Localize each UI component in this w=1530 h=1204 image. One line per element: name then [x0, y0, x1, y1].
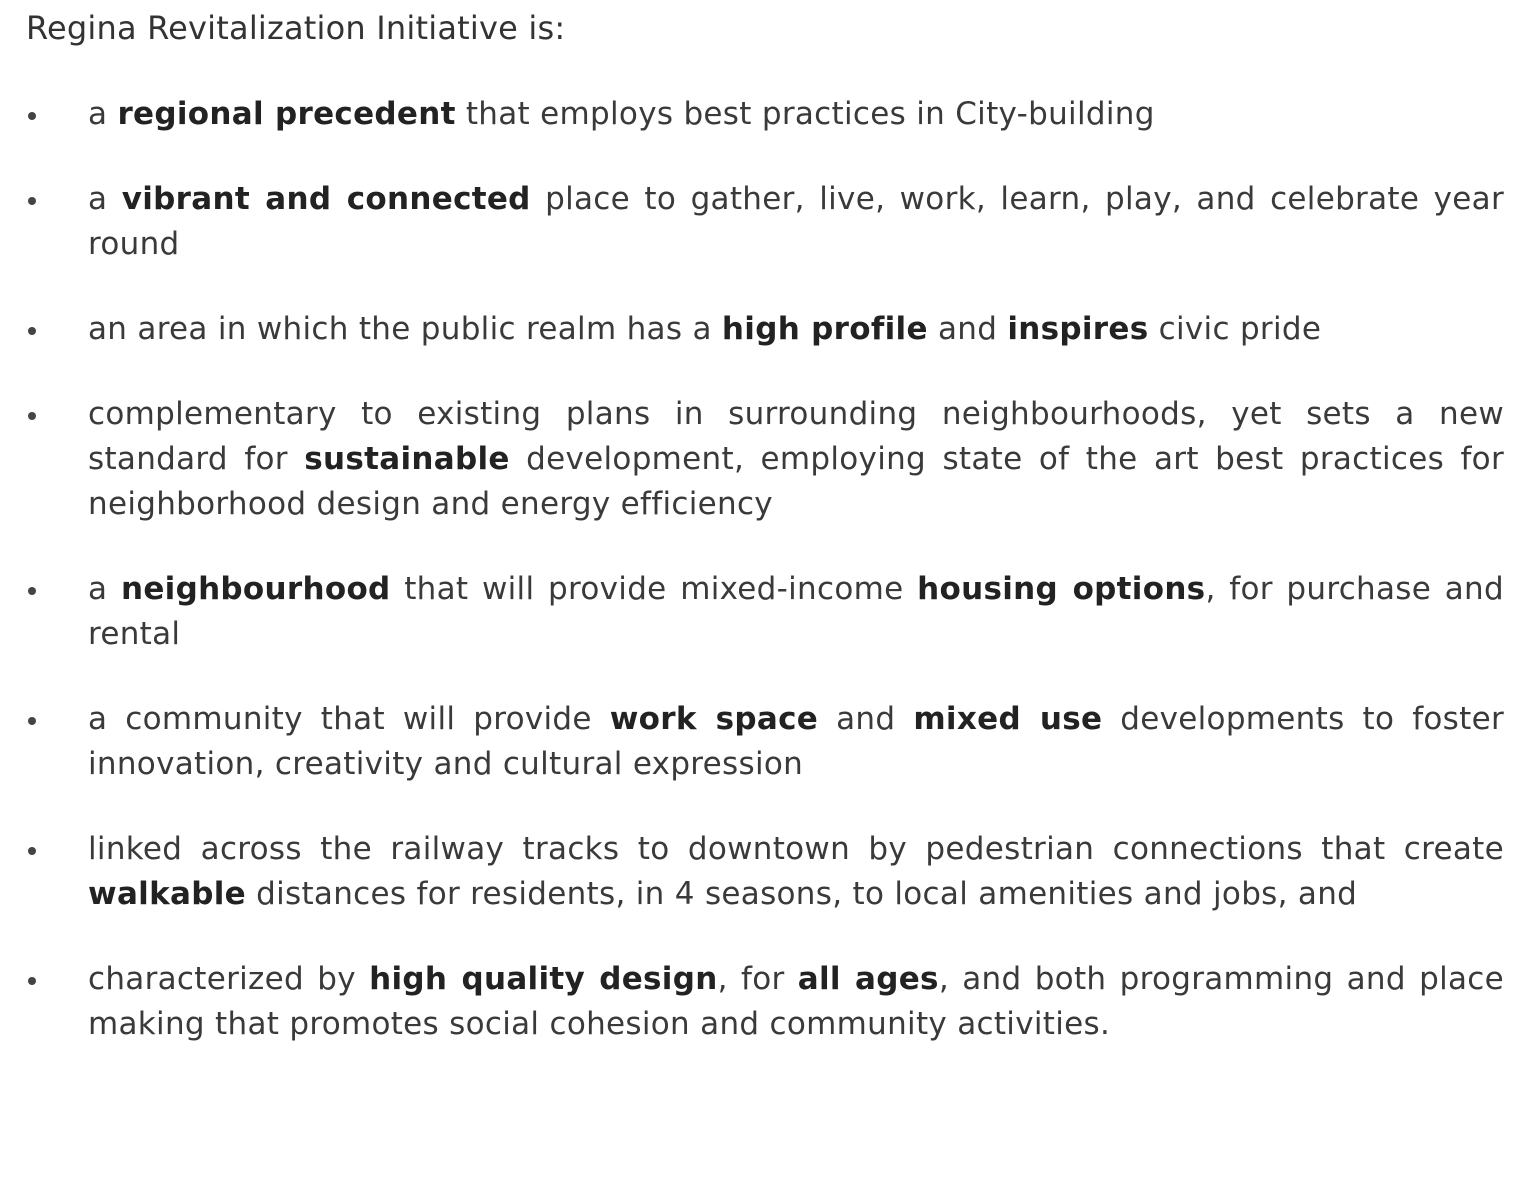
emphasized-phrase: walkable [88, 876, 246, 912]
bullet-icon [28, 717, 36, 725]
text-segment: a [88, 96, 118, 132]
emphasized-phrase: high profile [721, 311, 928, 347]
text-segment: development, employing state of the art best practices for neighborhood design and energy efficiency [88, 441, 1504, 522]
bullet-item [0, 567, 1504, 657]
initiative-bullet-list [0, 92, 1530, 1047]
text-segment: linked across the railway tracks to downtown by pedestrian connections that create [88, 831, 1504, 867]
bullet-item [0, 957, 1504, 1047]
text-segment: , and both programming and place making that promotes social cohesion and community activities. [88, 961, 1505, 1042]
bullet-item-text [88, 957, 1504, 1047]
bullet-icon [28, 327, 36, 335]
emphasized-phrase: inspires [1007, 311, 1149, 347]
bullet-item-text [88, 92, 1504, 137]
emphasized-phrase: high quality design [369, 961, 718, 997]
bullet-item [0, 307, 1504, 352]
emphasized-phrase: sustainable [304, 441, 510, 477]
text-segment: and [927, 311, 1008, 347]
bullet-item [0, 177, 1504, 267]
emphasized-phrase: housing options [917, 571, 1206, 607]
bullet-item-text [88, 567, 1504, 657]
bullet-icon [28, 977, 36, 985]
bullet-item [0, 697, 1504, 787]
bullet-item-text [88, 307, 1504, 352]
bullet-icon [28, 197, 36, 205]
text-segment: complementary to existing plans in surrounding neighbourhoods, yet sets a new standard for [88, 396, 1504, 477]
bullet-item [0, 392, 1504, 527]
bullet-item-text [88, 697, 1504, 787]
bullet-item-text [88, 392, 1504, 527]
text-segment: that will provide mixed-income [390, 571, 918, 607]
emphasized-phrase: vibrant and connected [121, 181, 531, 217]
bullet-icon [28, 412, 36, 420]
bullet-icon [28, 847, 36, 855]
bullet-item [0, 827, 1504, 917]
text-segment: , for purchase and rental [88, 571, 1504, 652]
emphasized-phrase: mixed use [913, 701, 1103, 737]
text-segment: that employs best practices in City-building [455, 96, 1155, 132]
emphasized-phrase: neighbourhood [120, 571, 391, 607]
text-segment: distances for residents, in 4 seasons, to local amenities and jobs, and [245, 876, 1358, 912]
emphasized-phrase: regional precedent [117, 96, 456, 132]
text-segment: , for [717, 961, 798, 997]
bullet-icon [28, 112, 36, 120]
bullet-item [0, 92, 1504, 137]
text-segment: a community that will provide [88, 701, 610, 737]
text-segment: developments to foster innovation, creativity and cultural expression [88, 701, 1504, 782]
emphasized-phrase: all ages [797, 961, 939, 997]
text-segment: a [88, 181, 122, 217]
intro-heading: Regina Revitalization Initiative is: [26, 9, 566, 47]
bullet-icon [28, 587, 36, 595]
emphasized-phrase: work space [609, 701, 819, 737]
text-segment: characterized by [88, 961, 370, 997]
text-segment: civic pride [1148, 311, 1322, 347]
bullet-item-text [88, 177, 1504, 267]
text-segment: and [818, 701, 914, 737]
text-segment: an area in which the public realm has a [88, 311, 722, 347]
text-segment: a [88, 571, 121, 607]
text-segment: place to gather, live, work, learn, play, and celebrate year round [88, 181, 1504, 262]
bullet-item-text [88, 827, 1504, 917]
